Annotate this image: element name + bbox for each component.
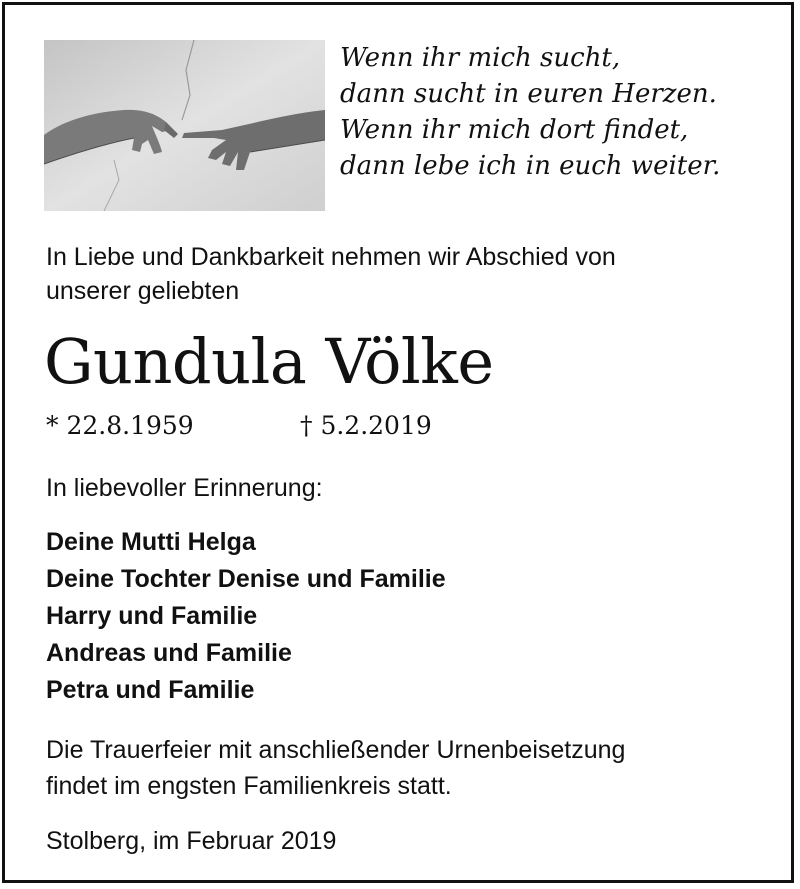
intro-line: In Liebe und Dankbarkeit nehmen wir Abschied von bbox=[46, 243, 616, 271]
poem-line: dann sucht in euren Herzen. bbox=[340, 79, 717, 109]
mourner-item: Deine Mutti Helga bbox=[46, 528, 256, 556]
death-date: † 5.2.2019 bbox=[300, 411, 432, 440]
mourner-item: Deine Tochter Denise und Familie bbox=[46, 565, 446, 593]
poem bbox=[340, 40, 770, 184]
creation-of-adam-icon bbox=[44, 40, 325, 211]
poem-line: Wenn ihr mich sucht, bbox=[340, 43, 621, 73]
hands-image bbox=[44, 40, 325, 211]
mourner-item: Andreas und Familie bbox=[46, 639, 292, 667]
ceremony-text bbox=[46, 732, 625, 804]
intro-text bbox=[46, 240, 766, 308]
birth-date: * 22.8.1959 bbox=[46, 411, 194, 440]
mourner-item: Petra und Familie bbox=[46, 676, 255, 704]
place-date: Stolberg, im Februar 2019 bbox=[46, 827, 337, 855]
deceased-name: Gundula Völke bbox=[44, 325, 494, 398]
intro-line: unserer geliebten bbox=[46, 277, 240, 305]
mourners-list bbox=[46, 524, 446, 709]
poem-line: dann lebe ich in euch weiter. bbox=[340, 151, 721, 181]
life-dates bbox=[46, 408, 432, 444]
memory-label: In liebevoller Erinnerung: bbox=[46, 474, 323, 502]
poem-line: Wenn ihr mich dort findet, bbox=[340, 115, 689, 145]
ceremony-line: findet im engsten Familienkreis statt. bbox=[46, 772, 452, 800]
mourner-item: Harry und Familie bbox=[46, 602, 258, 630]
ceremony-line: Die Trauerfeier mit anschließender Urnenbeisetzung bbox=[46, 736, 626, 764]
